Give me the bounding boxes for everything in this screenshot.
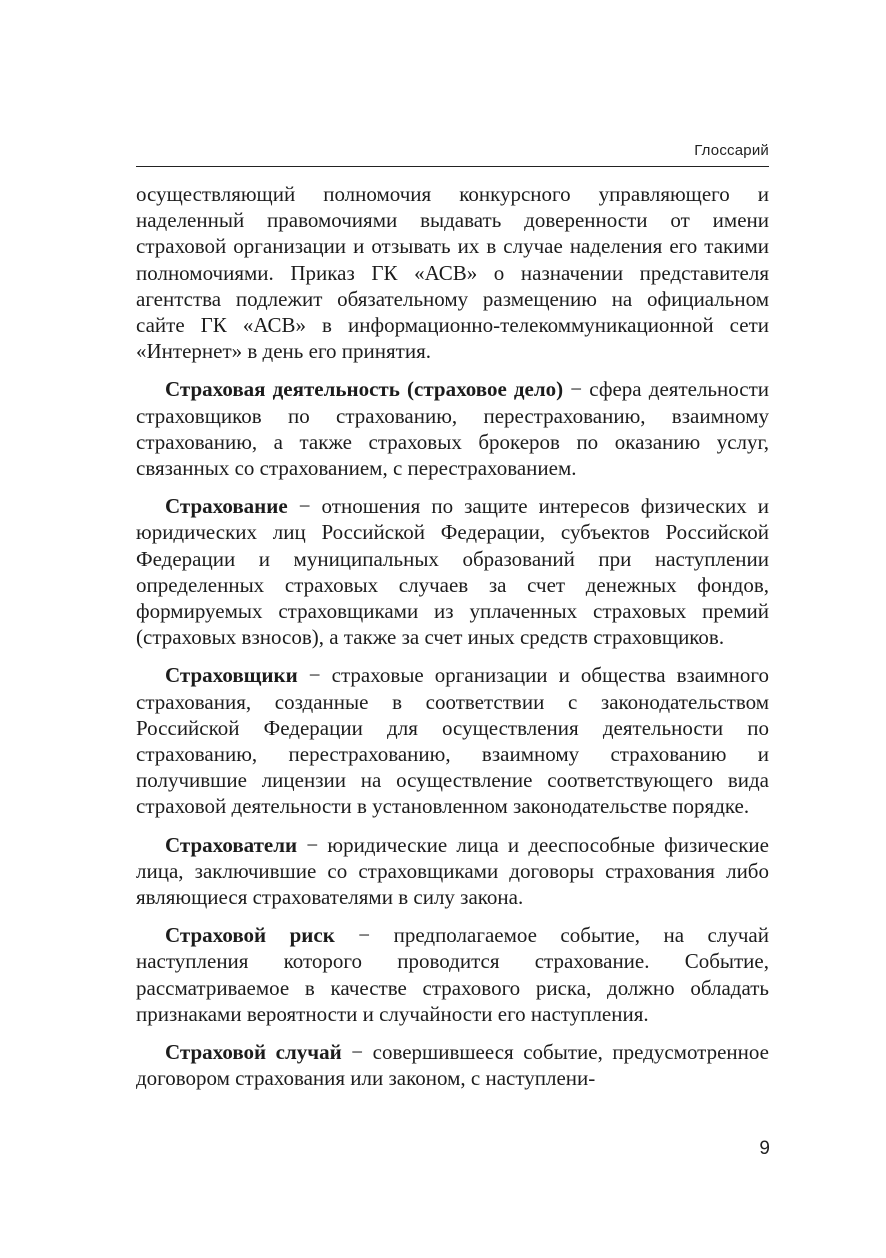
glossary-term: Страховой случай	[165, 1040, 342, 1065]
glossary-term: Страховщики	[165, 663, 298, 688]
glossary-term: Страхование	[165, 494, 288, 519]
glossary-definition: − страховые организации и общества взаимного страхования, созданные в соответствии с законодательством Российской Федерации для осуществления деятельности по страхованию, перестрахованию, взаимному страхованию и получившие лицензии на осуществление соответствующего вида страховой деятельности в установленном законодательстве порядке.	[136, 663, 769, 819]
running-head	[136, 138, 769, 167]
glossary-definition: − юридические лица и дееспособные физические лица, заключившие со страховщиками договоры страхования либо являющиеся страхователями в силу закона.	[136, 832, 769, 910]
page-number: 9	[759, 1138, 770, 1159]
glossary-entry	[136, 922, 769, 1027]
glossary-term: Страховой риск	[165, 923, 335, 948]
glossary-entry	[136, 376, 769, 481]
glossary-text	[136, 181, 769, 1104]
glossary-term: Страхователи	[165, 832, 298, 857]
running-head-title: Глоссарий	[694, 142, 769, 159]
glossary-definition: − предполагаемое событие, на случай наступления которого проводится страхование. Событие, рассматриваемое в качестве страхового риска, должно обладать признаками вероятности и случайности его наступления.	[136, 923, 769, 1026]
continuation-paragraph: осуществляющий полномочия конкурсного управляющего и наделенный правомочиями выдавать доверенности от имени страховой организации и отзывать их в случае наделения его такими полномочиями. Приказ ГК «АСВ» о назначении представителя агентства подлежит обязательному размещению на официальном сайте ГК «АСВ» в информационно-телекоммуникационной сети «Интернет» в день его принятия.	[136, 182, 769, 364]
glossary-definition: − совершившееся событие, предусмотренное договором страхования или законом, с наступлени-	[136, 1040, 769, 1091]
glossary-definition: − отношения по защите интересов физических и юридических лиц Российской Федерации, субъектов Российской Федерации и муниципальных образований при наступлении определенных страховых случаев за счет денежных фондов, формируемых страховщиками из уплаченных страховых премий (страховых взносов), а также за счет иных средств страховщиков.	[136, 494, 769, 650]
glossary-entry	[136, 832, 769, 911]
glossary-entry	[136, 493, 769, 650]
glossary-entry	[136, 662, 769, 819]
glossary-entry	[136, 1039, 769, 1091]
glossary-definition: − сфера деятельности страховщиков по страхованию, перестрахованию, взаимному страхованию, а также страховых брокеров по оказанию услуг, связанных со страхованием, с перестрахованием.	[136, 377, 769, 481]
glossary-term: Страховая деятельность (страховое дело)	[165, 377, 564, 402]
